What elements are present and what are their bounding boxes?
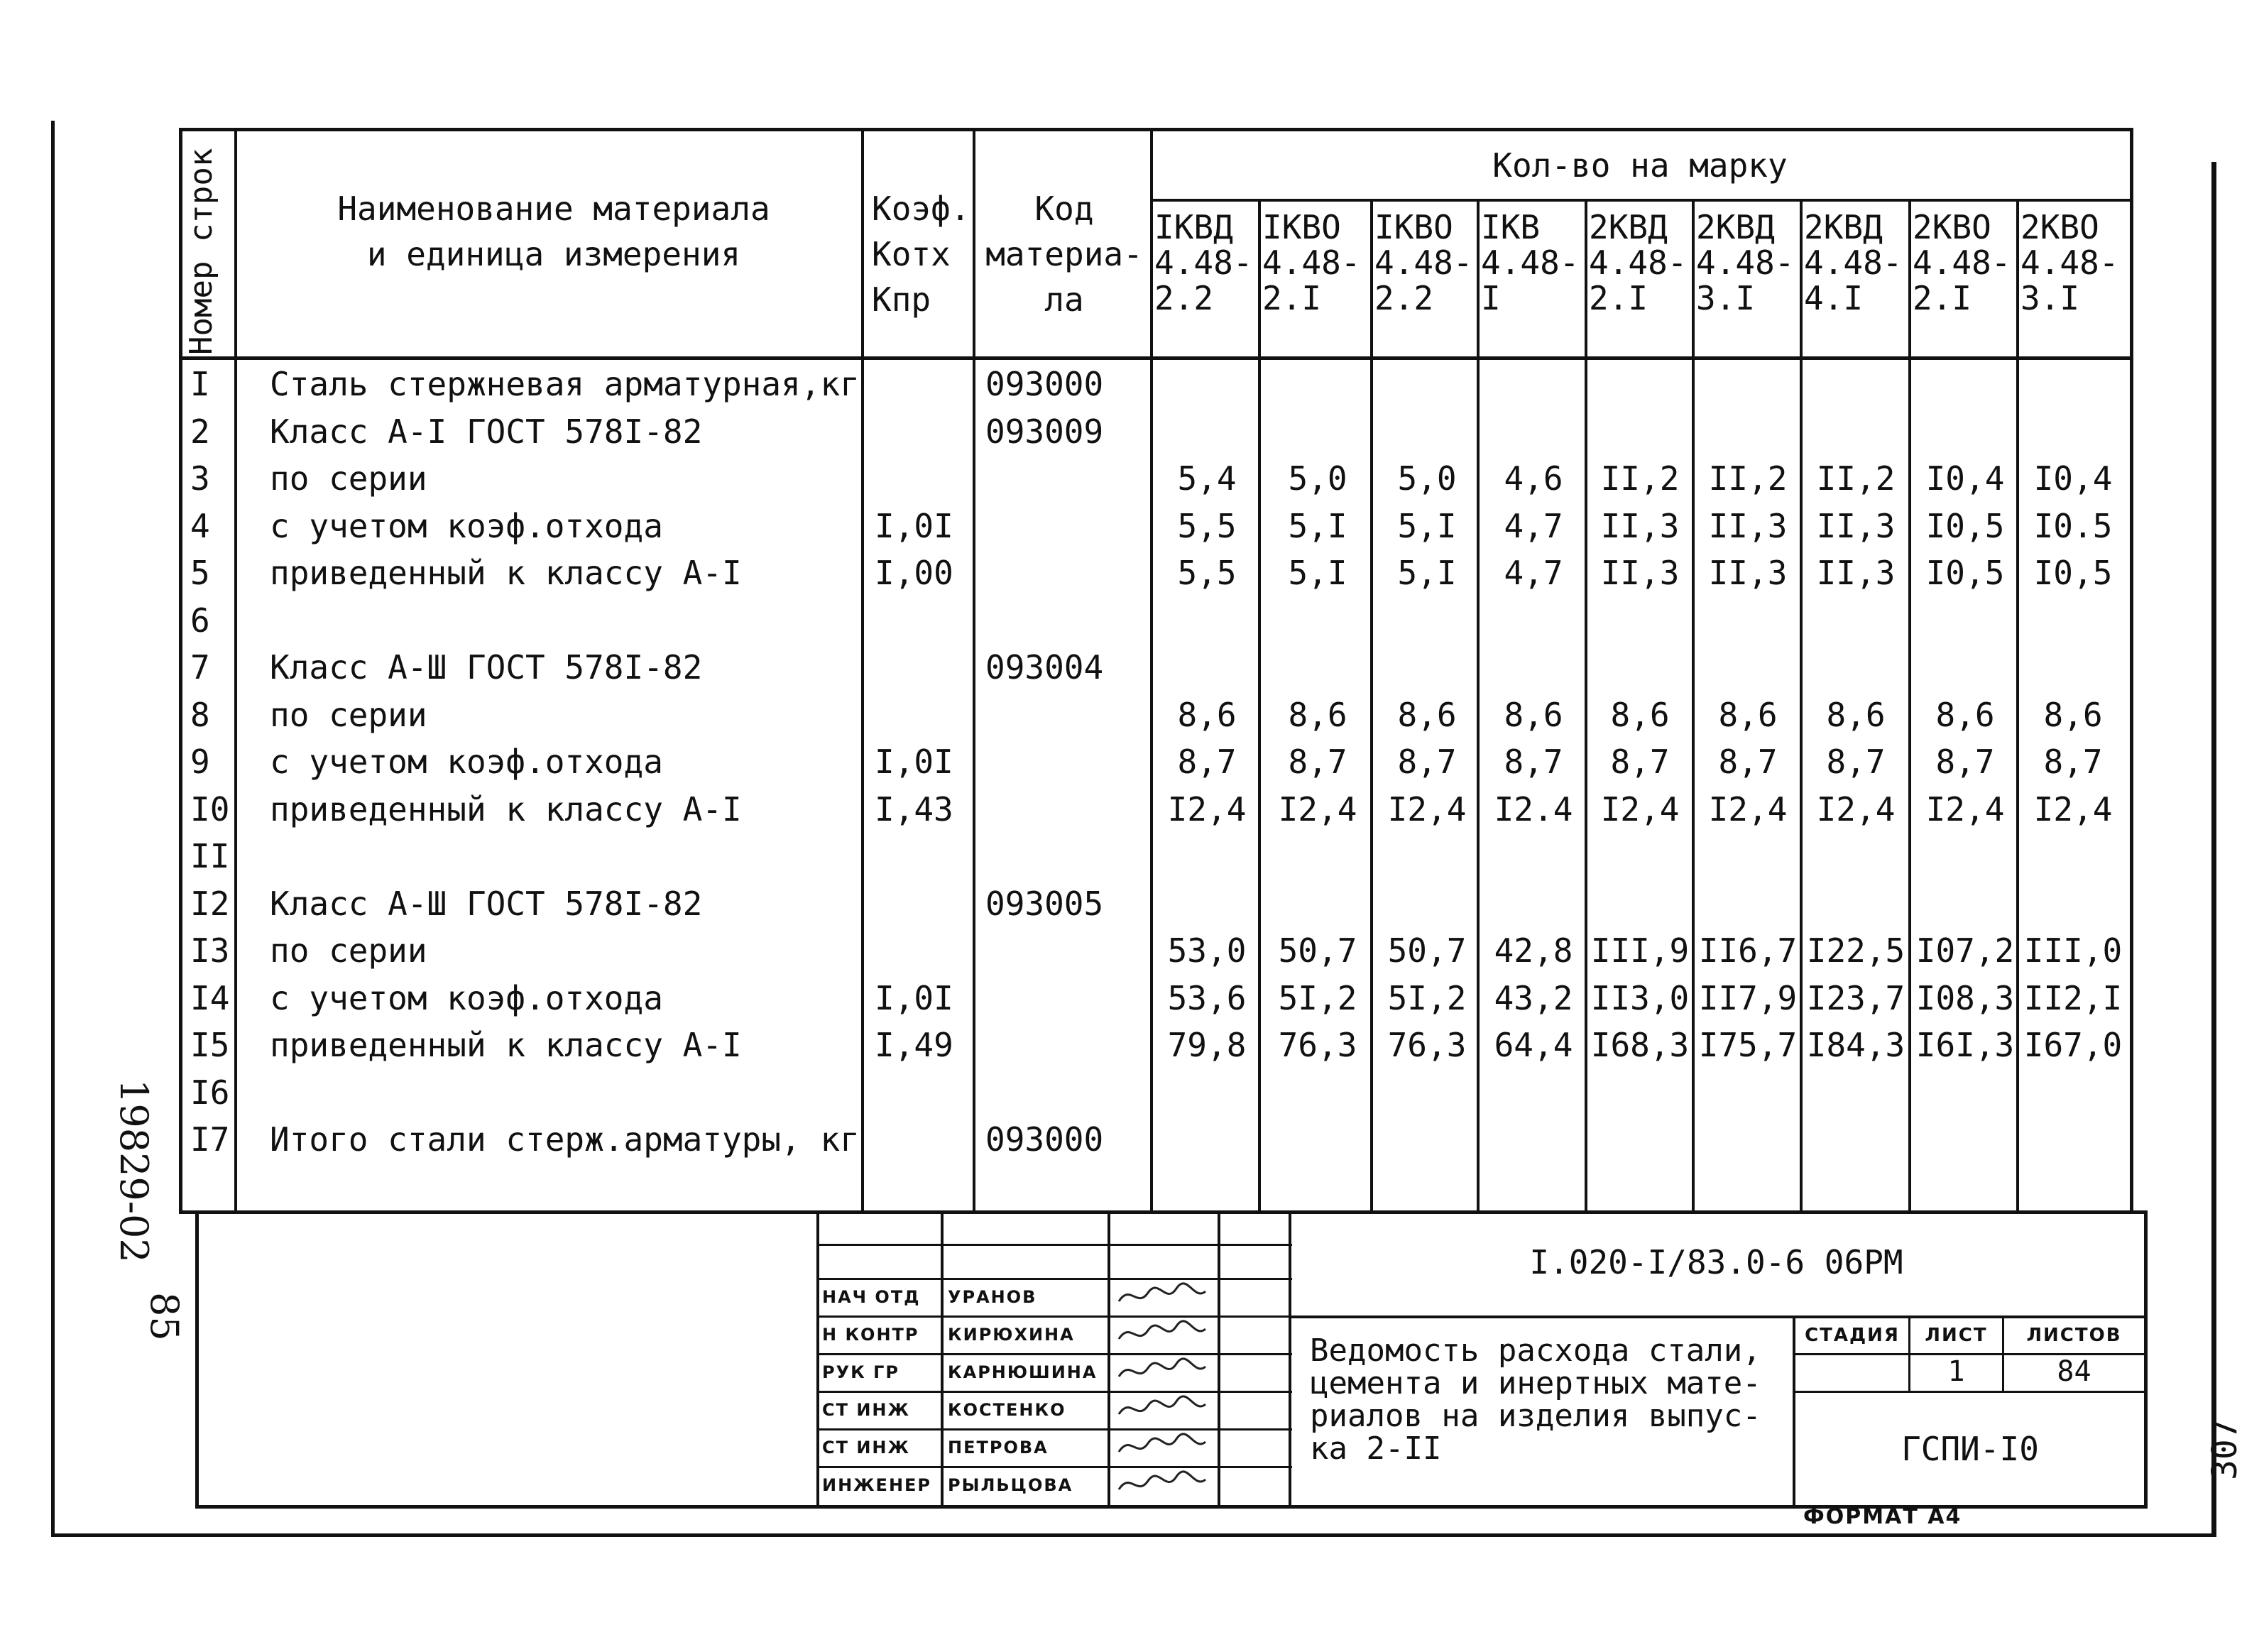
page-number-margin: 85 <box>142 1292 187 1341</box>
row-number: 3 <box>190 459 210 498</box>
row-value: I22,5 <box>1806 931 1905 970</box>
row-value: 5,4 <box>1177 459 1237 498</box>
row-value: 42,8 <box>1494 931 1573 970</box>
row-value: 5,I <box>1288 507 1347 545</box>
row-value: I2,4 <box>1167 790 1247 828</box>
signature-role: СТ ИНЖ <box>822 1438 910 1457</box>
row-coef: I,0I <box>875 743 953 781</box>
row-number: I7 <box>190 1120 230 1159</box>
row-value: I2,4 <box>1278 790 1357 828</box>
row-value: 8,6 <box>1177 696 1237 734</box>
organization: ГСПИ-I0 <box>1901 1430 2039 1468</box>
col-sep-m8 <box>2016 199 2019 1210</box>
row-value: I0,5 <box>1925 554 2005 592</box>
qty-header-divider <box>1150 199 2131 202</box>
row-value: 76,3 <box>1278 1026 1357 1064</box>
row-value: I0,5 <box>1925 507 2005 545</box>
row-name: по серии <box>270 931 427 970</box>
signature-scribble <box>1116 1431 1208 1466</box>
row-value: I84,3 <box>1806 1026 1905 1064</box>
stamp-top <box>179 1210 2145 1214</box>
sheet-number: 1 <box>1947 1355 1965 1388</box>
row-value: 8,7 <box>1718 743 1778 781</box>
row-value: II,2 <box>1600 459 1680 498</box>
row-value: I67,0 <box>2023 1026 2123 1064</box>
row-number: 6 <box>190 601 210 640</box>
row-value: 53,0 <box>1167 931 1247 970</box>
row-code: 093000 <box>985 1120 1104 1159</box>
mark-header-2: IКВО 4.48- 2.I <box>1262 208 1361 317</box>
sheets-label: ЛИСТОВ <box>2026 1325 2122 1346</box>
row-value: 76,3 <box>1387 1026 1467 1064</box>
row-value: 8,6 <box>1826 696 1886 734</box>
row-value: 8,7 <box>1177 743 1237 781</box>
row-number: I0 <box>190 790 230 828</box>
signature-name: КОСТЕНКО <box>948 1400 1066 1420</box>
row-name: по серии <box>270 459 427 498</box>
row-value: I07,2 <box>1915 931 2015 970</box>
sheet-number-margin: 307 <box>2205 1418 2245 1480</box>
row-code: 093005 <box>985 885 1104 923</box>
row-name: с учетом коэф.отхода <box>270 743 663 781</box>
frame-right <box>2211 162 2216 1537</box>
row-number: I5 <box>190 1026 230 1064</box>
row-name: Класс А-Ш ГОСТ 578I-82 <box>270 648 703 686</box>
row-value: III,0 <box>2023 931 2123 970</box>
row-coef: I,43 <box>875 790 953 828</box>
row-value: II3,0 <box>1590 979 1690 1017</box>
row-value: 8,7 <box>1397 743 1457 781</box>
mark-header-9: 2КВО 4.48- 3.I <box>2020 208 2119 317</box>
signature-name: ПЕТРОВА <box>948 1438 1049 1457</box>
row-name: приведенный к классу А-I <box>270 1026 742 1064</box>
mark-header-3: IКВО 4.48- 2.2 <box>1374 208 1473 317</box>
row-value: II,3 <box>1708 554 1788 592</box>
row-value: I08,3 <box>1915 979 2015 1017</box>
row-value: 5,5 <box>1177 554 1237 592</box>
row-value: 8,7 <box>1288 743 1347 781</box>
stamp-left <box>195 1210 199 1509</box>
row-number: 5 <box>190 554 210 592</box>
table-right <box>2130 128 2133 1210</box>
row-value: 4,6 <box>1504 459 1563 498</box>
row-coef: I,00 <box>875 554 953 592</box>
row-value: 5I,2 <box>1387 979 1467 1017</box>
row-value: 64,4 <box>1494 1026 1573 1064</box>
signature-name: РЫЛЬЦОВА <box>948 1475 1073 1495</box>
row-value: I2.4 <box>1494 790 1573 828</box>
row-value: II,3 <box>1708 507 1788 545</box>
row-value: II,3 <box>1816 554 1896 592</box>
row-code: 093000 <box>985 365 1104 403</box>
row-value: 5,0 <box>1397 459 1457 498</box>
row-number: 8 <box>190 696 210 734</box>
row-value: 8,6 <box>1288 696 1347 734</box>
row-number: I2 <box>190 885 230 923</box>
col-sep-m6 <box>1800 199 1803 1210</box>
table-top <box>179 128 2131 131</box>
signature-role: Н КОНТР <box>822 1325 919 1345</box>
row-number: 4 <box>190 507 210 545</box>
table-left <box>179 128 182 1210</box>
row-value: I0,4 <box>2033 459 2113 498</box>
row-value: 8,6 <box>1610 696 1670 734</box>
row-value: 43,2 <box>1494 979 1573 1017</box>
row-value: 5,0 <box>1288 459 1347 498</box>
row-value: I2,4 <box>1600 790 1680 828</box>
row-value: I2,4 <box>1816 790 1896 828</box>
row-value: 8,7 <box>1610 743 1670 781</box>
col-sep-number <box>234 128 237 1210</box>
signature-scribble <box>1116 1355 1208 1391</box>
row-value: III,9 <box>1590 931 1690 970</box>
col-sep-m7 <box>1908 199 1911 1210</box>
frame-bottom <box>51 1533 2216 1537</box>
row-value: I2,4 <box>1708 790 1788 828</box>
coef-header: Коэф. Котх Кпр <box>872 190 970 319</box>
row-value: I0.5 <box>2033 507 2113 545</box>
row-value: 5,I <box>1288 554 1347 592</box>
row-name: по серии <box>270 696 427 734</box>
signature-role: ИНЖЕНЕР <box>822 1475 932 1495</box>
row-value: 8,6 <box>1397 696 1457 734</box>
row-name: с учетом коэф.отхода <box>270 507 663 545</box>
row-number-header: Номер строк <box>183 148 219 355</box>
document-title: Ведомость расхода стали, цемента и инертных мате- риалов на изделия выпус- ка 2-II <box>1310 1333 1761 1467</box>
signature-scribble <box>1116 1393 1208 1428</box>
row-value: II6,7 <box>1698 931 1798 970</box>
row-name: приведенный к классу А-I <box>270 790 742 828</box>
row-value: 53,6 <box>1167 979 1247 1017</box>
row-number: I3 <box>190 931 230 970</box>
mark-header-4: IКВ 4.48- I <box>1481 208 1580 317</box>
row-coef: I,49 <box>875 1026 953 1064</box>
row-value: 8,7 <box>1826 743 1886 781</box>
row-code: 093009 <box>985 412 1104 451</box>
inventory-number: 19829-02 <box>111 1079 156 1263</box>
row-value: I68,3 <box>1590 1026 1690 1064</box>
col-sep-m5 <box>1692 199 1695 1210</box>
col-sep-coef <box>973 128 975 1210</box>
header-bottom <box>179 356 2131 360</box>
row-name: Класс А-Ш ГОСТ 578I-82 <box>270 885 703 923</box>
row-number: 9 <box>190 743 210 781</box>
row-value: I2,4 <box>2033 790 2113 828</box>
row-number: I4 <box>190 979 230 1017</box>
signature-name: КАРНЮШИНА <box>948 1362 1098 1382</box>
qty-header: Кол-во на марку <box>1492 146 1788 185</box>
sheets-count: 84 <box>2057 1355 2091 1388</box>
row-value: 50,7 <box>1387 931 1467 970</box>
signature-scribble <box>1116 1280 1208 1315</box>
signature-name: УРАНОВ <box>948 1287 1037 1307</box>
row-value: II,2 <box>1708 459 1788 498</box>
mark-header-6: 2КВД 4.48- 3.I <box>1696 208 1795 317</box>
row-value: I2,4 <box>1925 790 2005 828</box>
mark-header-8: 2КВО 4.48- 2.I <box>1913 208 2011 317</box>
col-sep-m1 <box>1258 199 1261 1210</box>
row-name: Сталь стержневая арматурная,кг <box>270 365 860 403</box>
code-header: Код материа- ла <box>985 190 1143 319</box>
row-value: II2,I <box>2023 979 2123 1017</box>
row-coef: I,0I <box>875 507 953 545</box>
row-value: 8,6 <box>1504 696 1563 734</box>
row-value: I23,7 <box>1806 979 1905 1017</box>
row-number: 2 <box>190 412 210 451</box>
row-value: 8,7 <box>2043 743 2103 781</box>
row-value: II,3 <box>1600 554 1680 592</box>
signature-scribble <box>1116 1318 1208 1353</box>
name-header: Наименование материала и единица измерения <box>337 190 770 273</box>
row-name: приведенный к классу А-I <box>270 554 742 592</box>
row-coef: I,0I <box>875 979 953 1017</box>
row-value: I2,4 <box>1387 790 1467 828</box>
row-value: I6I,3 <box>1915 1026 2015 1064</box>
row-value: 5,I <box>1397 554 1457 592</box>
row-name: с учетом коэф.отхода <box>270 979 663 1017</box>
row-number: I <box>190 365 210 403</box>
row-value: 5I,2 <box>1278 979 1357 1017</box>
col-sep-name <box>861 128 864 1210</box>
row-value: 5,I <box>1397 507 1457 545</box>
sheet-label: ЛИСТ <box>1925 1325 1988 1346</box>
signature-role: НАЧ ОТД <box>822 1287 921 1307</box>
mark-header-7: 2КВД 4.48- 4.I <box>1804 208 1903 317</box>
row-number: II <box>190 837 230 875</box>
row-value: 4,7 <box>1504 554 1563 592</box>
row-value: I75,7 <box>1698 1026 1798 1064</box>
row-value: II,3 <box>1600 507 1680 545</box>
row-value: I0,5 <box>2033 554 2113 592</box>
stamp-right <box>2144 1210 2148 1509</box>
row-value: I0,4 <box>1925 459 2005 498</box>
row-value: II,3 <box>1816 507 1896 545</box>
row-value: 5,5 <box>1177 507 1237 545</box>
row-value: 8,6 <box>1935 696 1995 734</box>
signature-role: СТ ИНЖ <box>822 1400 910 1420</box>
row-value: 79,8 <box>1167 1026 1247 1064</box>
col-sep-m2 <box>1370 199 1373 1210</box>
document-code: I.020-I/83.0-6 06РМ <box>1529 1243 1903 1281</box>
row-name: Класс А-I ГОСТ 578I-82 <box>270 412 703 451</box>
col-sep-m3 <box>1477 199 1480 1210</box>
frame-left <box>51 121 55 1537</box>
row-value: II,2 <box>1816 459 1896 498</box>
stage-label: СТАДИЯ <box>1805 1325 1900 1346</box>
row-value: 8,6 <box>2043 696 2103 734</box>
row-value: 4,7 <box>1504 507 1563 545</box>
signature-role: РУК ГР <box>822 1362 899 1382</box>
mark-header-5: 2КВД 4.48- 2.I <box>1589 208 1688 317</box>
signature-scribble <box>1116 1468 1208 1504</box>
format-label: ФОРМАТ А4 <box>1803 1504 1962 1529</box>
row-number: I6 <box>190 1073 230 1112</box>
row-code: 093004 <box>985 648 1104 686</box>
mark-header-1: IКВД 4.48- 2.2 <box>1154 208 1253 317</box>
row-value: 8,6 <box>1718 696 1778 734</box>
row-value: 8,7 <box>1504 743 1563 781</box>
row-value: 50,7 <box>1278 931 1357 970</box>
row-value: 8,7 <box>1935 743 1995 781</box>
row-name: Итого стали стерж.арматуры, кг <box>270 1120 860 1159</box>
col-sep-m4 <box>1585 199 1587 1210</box>
row-value: II7,9 <box>1698 979 1798 1017</box>
row-number: 7 <box>190 648 210 686</box>
col-sep-code <box>1150 128 1153 1210</box>
signature-name: КИРЮХИНА <box>948 1325 1075 1345</box>
